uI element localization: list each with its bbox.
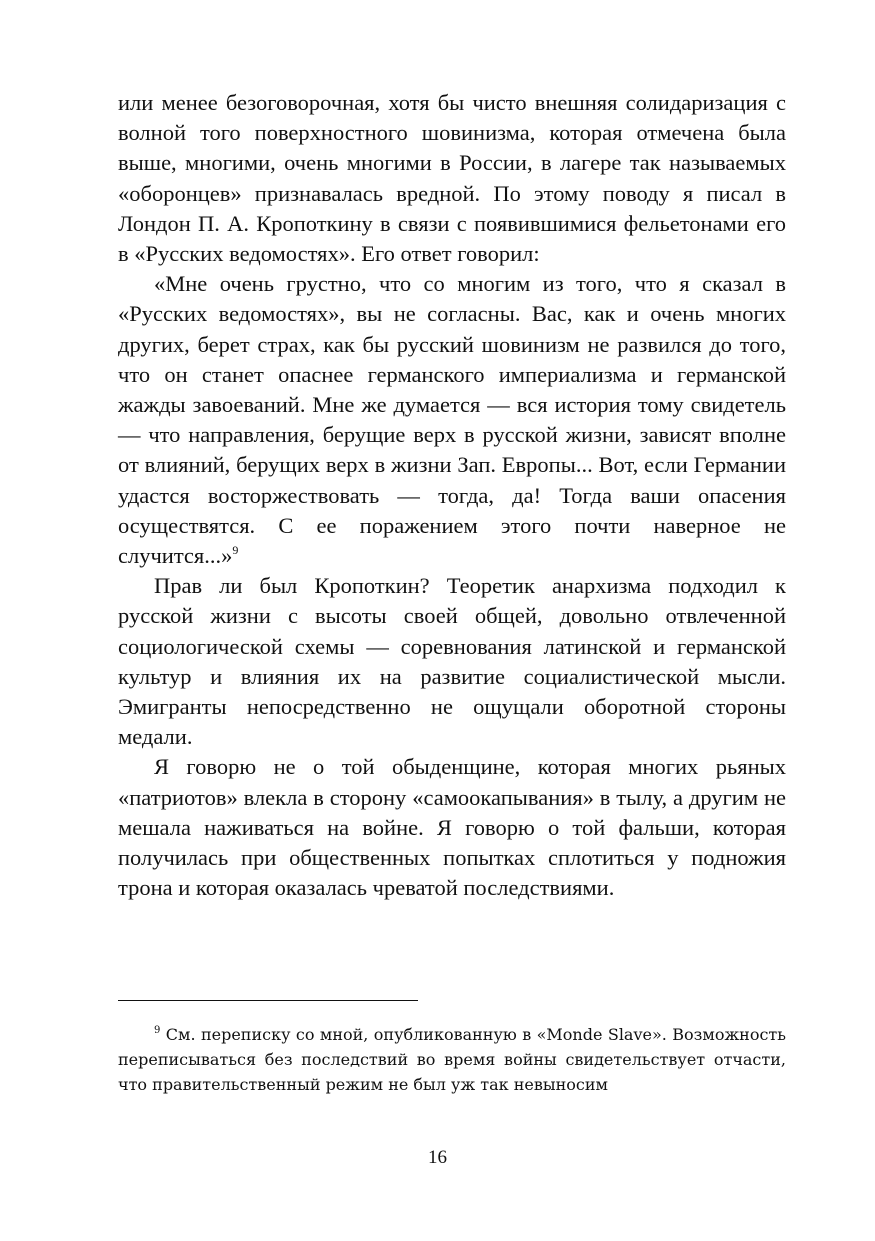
page-number: 16 [428,1147,447,1168]
paragraph-4: Я говорю не о той обыденщине, которая многих рьяных «патриотов» влекла в сторону «самоокапывания» в тылу, а другим не мешала наживаться на войне. Я говорю о той фальши, которая получилась при общественных попытках сплотиться у подножия трона и которая оказалась чреватой последствиями. [118,754,786,901]
footnote-reference[interactable]: 9 [232,543,239,558]
paragraph-2-quote [118,269,786,571]
paragraph-3: Прав ли был Кропоткин? Теоретик анархизма подходил к русской жизни с высоты своей общей, довольно отвлеченной социологической схемы — соревнования латинской и германской культур и влияния их на развитие социалистической мысли. Эмигранты непосредственно не ощущали оборотной стороны медали. [118,573,786,750]
paragraph-1: или менее безоговорочная, хотя бы чисто внешняя солидаризация с волной того поверхностного шовинизма, которая отмечена была выше, многими, очень многими в России, в лагере так называемых «оборонцев» признавалась вредной. По этому поводу я писал в Лондон П. А. Кропоткину в связи с появившимися фельетонами его в «Русских ведомостях». Его ответ говорил: [118,90,786,267]
page-body [118,88,786,903]
footnote-divider [118,1000,418,1001]
footnote [118,1022,786,1097]
main-text [118,88,786,903]
quote-text: «Мне очень грустно, что со многим из того, что я сказал в «Русских ведомостях», вы не согласны. Вас, как и очень многих других, берет страх, как бы русский шовинизм не развился до того, что он станет опаснее германского империализма и германской жажды завоеваний. Мне же думается — вся история тому свидетель — что направления, берущие верх в русской жизни, зависят вполне от влияний, берущих верх в жизни Зап. Европы... Вот, если Германии удастся восторжествовать — тогда, да! Тогда ваши опасения осуществятся. С ее поражением этого почти наверное не случится...» [118,271,786,569]
footnote-marker: 9 [154,1025,161,1036]
footnote-text: См. переписку со мной, опубликованную в «Monde Slave». Возможность переписываться без последствий во время войны свидетельствует отчасти, что правительственный режим не был уж так невыносим [118,1025,786,1094]
